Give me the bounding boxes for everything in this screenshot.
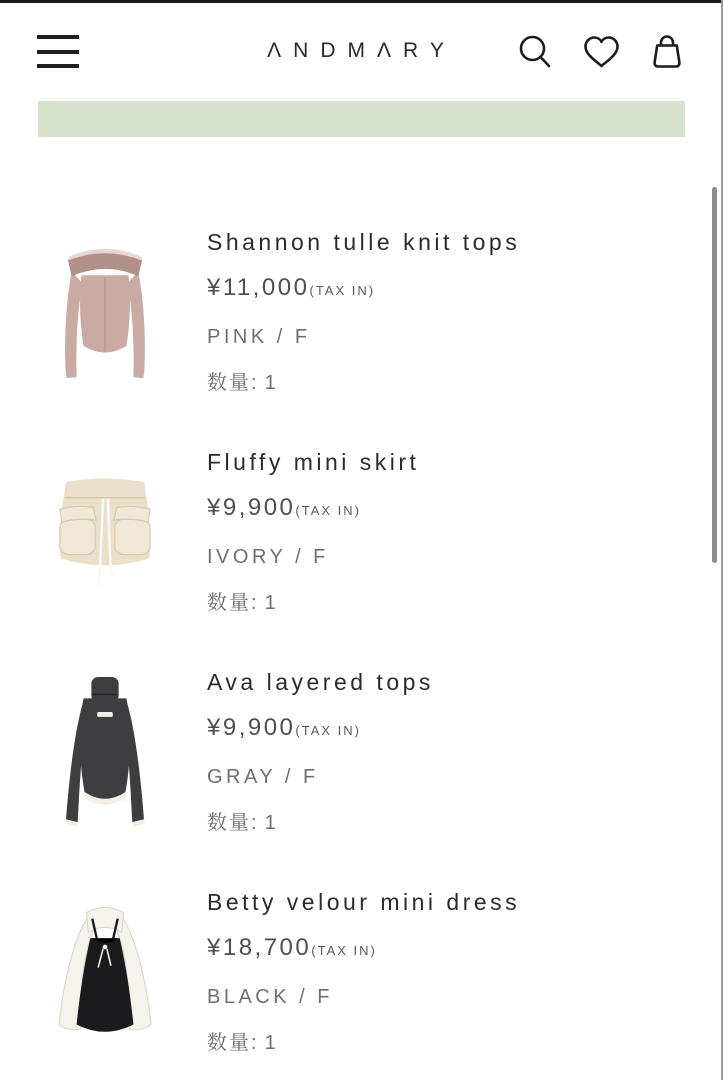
tax-label: (TAX IN)	[309, 282, 376, 298]
product-photo-mini-skirt	[54, 472, 156, 592]
cart-item-list	[0, 202, 700, 1080]
heart-icon	[583, 35, 620, 69]
quantity-value: 1	[264, 591, 278, 614]
product-quantity	[207, 1030, 520, 1056]
product-variant: IVORY / F	[207, 545, 329, 568]
product-name[interactable]: Ava layered tops	[207, 668, 434, 695]
product-price	[207, 935, 520, 964]
product-photo-knit-top	[58, 240, 152, 385]
announcement-banner	[38, 101, 685, 137]
product-quantity	[207, 590, 419, 616]
scrollbar-thumb[interactable]	[712, 187, 717, 563]
product-quantity	[207, 370, 520, 396]
quantity-value: 1	[264, 1031, 278, 1054]
product-photo-turtleneck	[56, 675, 154, 829]
product-variant: PINK / F	[207, 325, 311, 348]
cart-button[interactable]	[648, 33, 686, 71]
product-price	[207, 495, 419, 524]
product-info	[207, 669, 434, 836]
quantity-label: 数量:	[207, 1031, 259, 1054]
product-info	[207, 889, 520, 1056]
tax-label: (TAX IN)	[295, 502, 361, 518]
product-price	[207, 275, 520, 304]
quantity-label: 数量:	[207, 811, 259, 834]
price-amount: ¥9,900	[207, 493, 296, 521]
search-icon	[518, 34, 552, 70]
hamburger-bar	[37, 64, 79, 68]
quantity-label: 数量:	[207, 591, 259, 614]
product-quantity	[207, 810, 434, 836]
product-photo-mini-dress	[51, 899, 159, 1046]
cart-item	[0, 642, 700, 862]
cart-item	[0, 422, 700, 642]
product-image[interactable]	[40, 472, 170, 592]
wishlist-button[interactable]	[582, 33, 620, 71]
header-actions	[516, 33, 686, 71]
brand-logo[interactable]: ΛNDMΛRY	[267, 39, 456, 62]
product-name[interactable]: Fluffy mini skirt	[207, 448, 420, 475]
product-image[interactable]	[40, 899, 170, 1046]
cart-item	[0, 862, 700, 1080]
product-variant: BLACK / F	[207, 985, 333, 1008]
product-info	[207, 229, 520, 396]
cart-item	[0, 202, 700, 422]
tax-label: (TAX IN)	[311, 942, 377, 958]
product-variant: GRAY / F	[207, 765, 319, 788]
product-name[interactable]: Betty velour mini dress	[207, 888, 521, 915]
product-image[interactable]	[40, 240, 170, 385]
quantity-label: 数量:	[207, 371, 259, 394]
site-header	[0, 3, 723, 101]
price-amount: ¥9,900	[207, 713, 296, 741]
quantity-value: 1	[264, 811, 278, 834]
quantity-value: 1	[264, 371, 278, 394]
price-amount: ¥11,000	[207, 273, 310, 301]
price-amount: ¥18,700	[207, 933, 312, 961]
search-button[interactable]	[516, 33, 554, 71]
product-name[interactable]: Shannon tulle knit tops	[207, 228, 521, 255]
product-info	[207, 449, 419, 616]
tax-label: (TAX IN)	[295, 722, 361, 738]
product-image[interactable]	[40, 675, 170, 829]
bag-icon	[649, 34, 685, 70]
product-price	[207, 715, 434, 744]
